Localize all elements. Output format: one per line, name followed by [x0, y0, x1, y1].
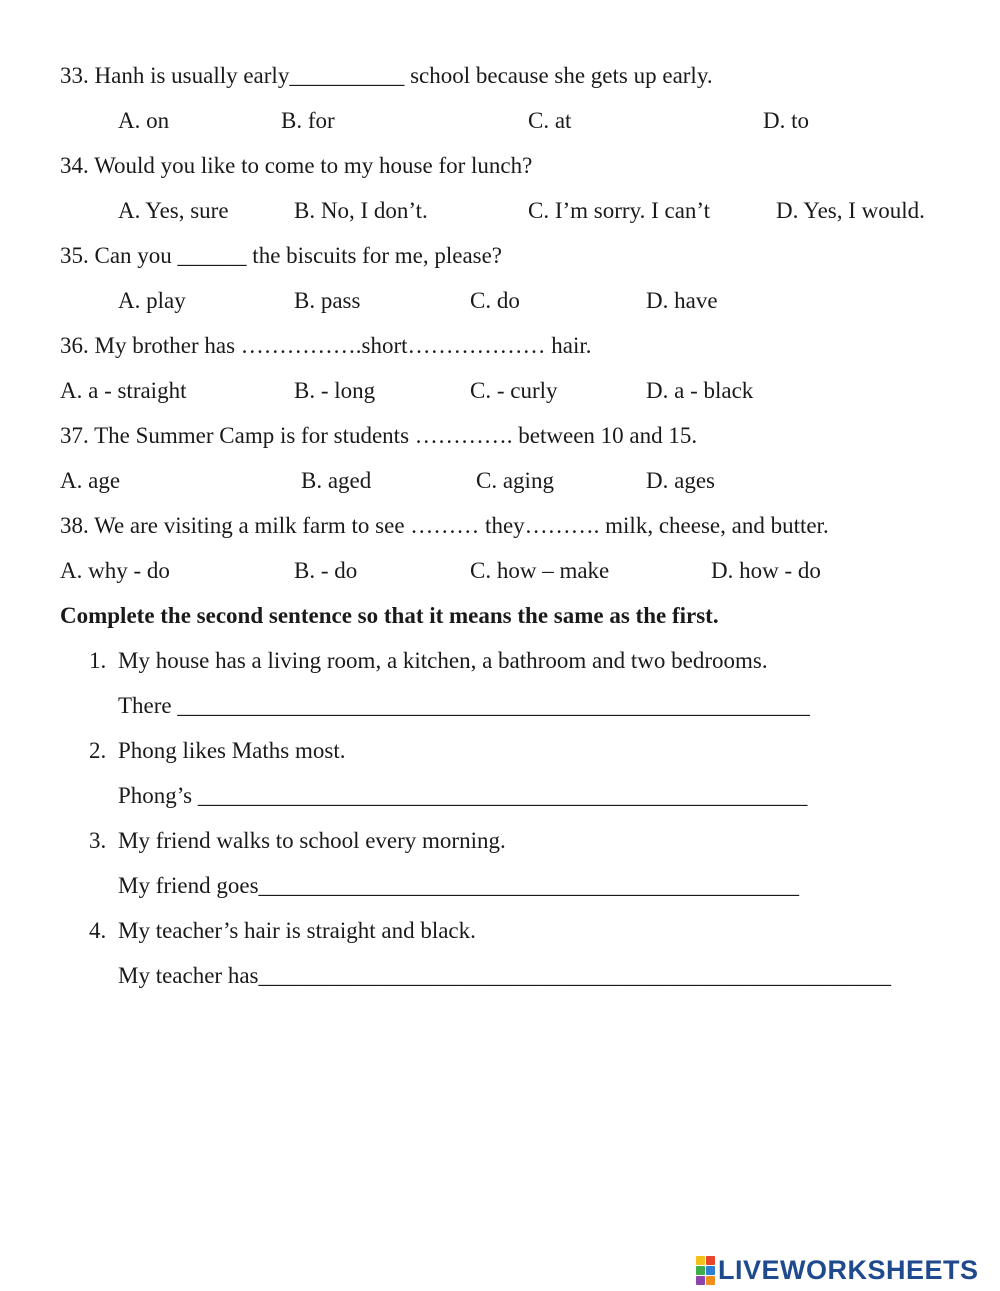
question-38-option-d: D. how - do — [711, 558, 821, 583]
question-35-option-a: A. play — [118, 288, 186, 313]
logo-blocks-icon — [696, 1256, 715, 1285]
question-37-option-b: B. aged — [301, 468, 372, 493]
rewrite-1-sentence: My house has a living room, a kitchen, a bathroom and two bedrooms. — [118, 648, 768, 673]
question-37-option-d: D. ages — [646, 468, 715, 493]
logo-block — [696, 1266, 705, 1275]
question-36-option-c: C. - curly — [470, 378, 558, 403]
question-36-option-b: B. - long — [294, 378, 376, 403]
question-34-option-b: B. No, I don’t. — [294, 198, 428, 223]
logo-text: LIVEWORKSHEETS — [718, 1254, 979, 1285]
question-35-option-c: C. do — [470, 288, 520, 313]
question-38-stem: 38. We are visiting a milk farm to see ……… they………. milk, cheese, and butter. — [60, 513, 829, 538]
liveworksheets-logo — [696, 1254, 979, 1286]
logo-block — [706, 1266, 715, 1275]
rewrite-4-number: 4. — [89, 918, 107, 943]
logo-block — [706, 1256, 715, 1265]
rewrite-3-sentence: My friend walks to school every morning. — [118, 828, 506, 853]
question-36-option-d: D. a - black — [646, 378, 754, 403]
logo-block — [696, 1276, 705, 1285]
rewrite-4-answer-line[interactable]: My teacher has_______________________________________________________ — [118, 963, 891, 988]
question-33-stem: 33. Hanh is usually early__________ school because she gets up early. — [60, 63, 713, 88]
question-37-stem: 37. The Summer Camp is for students …………. between 10 and 15. — [60, 423, 698, 448]
question-38-option-c: C. how – make — [470, 558, 610, 583]
question-37-option-a: A. age — [60, 468, 121, 493]
question-34-option-a: A. Yes, sure — [118, 198, 229, 223]
question-38-option-a: A. why - do — [60, 558, 170, 583]
rewrite-1-number: 1. — [89, 648, 107, 673]
question-33-option-b: B. for — [281, 108, 335, 133]
question-37-option-c: C. aging — [476, 468, 554, 493]
question-34-stem: 34. Would you like to come to my house for lunch? — [60, 153, 533, 178]
rewrite-2-number: 2. — [89, 738, 107, 763]
logo-block — [696, 1256, 705, 1265]
rewrite-2-answer-line[interactable]: Phong’s _____________________________________________________ — [118, 783, 808, 808]
question-36-stem: 36. My brother has …………….short……………… hair. — [60, 333, 592, 358]
question-35-stem: 35. Can you ______ the biscuits for me, please? — [60, 243, 503, 268]
section-heading: Complete the second sentence so that it means the same as the first. — [60, 603, 719, 628]
question-38-option-b: B. - do — [294, 558, 358, 583]
question-34-option-c: C. I’m sorry. I can’t — [528, 198, 711, 223]
rewrite-2-sentence: Phong likes Maths most. — [118, 738, 346, 763]
question-33-option-d: D. to — [763, 108, 809, 133]
question-36-option-a: A. a - straight — [60, 378, 187, 403]
question-33-option-c: C. at — [528, 108, 572, 133]
rewrite-4-sentence: My teacher’s hair is straight and black. — [118, 918, 476, 943]
question-34-option-d: D. Yes, I would. — [776, 198, 925, 223]
question-33-option-a: A. on — [118, 108, 170, 133]
rewrite-3-answer-line[interactable]: My friend goes_______________________________________________ — [118, 873, 800, 898]
question-35-option-d: D. have — [646, 288, 718, 313]
logo-block — [706, 1276, 715, 1285]
question-35-option-b: B. pass — [294, 288, 361, 313]
rewrite-1-answer-line[interactable]: There _______________________________________________________ — [118, 693, 810, 718]
rewrite-3-number: 3. — [89, 828, 107, 853]
